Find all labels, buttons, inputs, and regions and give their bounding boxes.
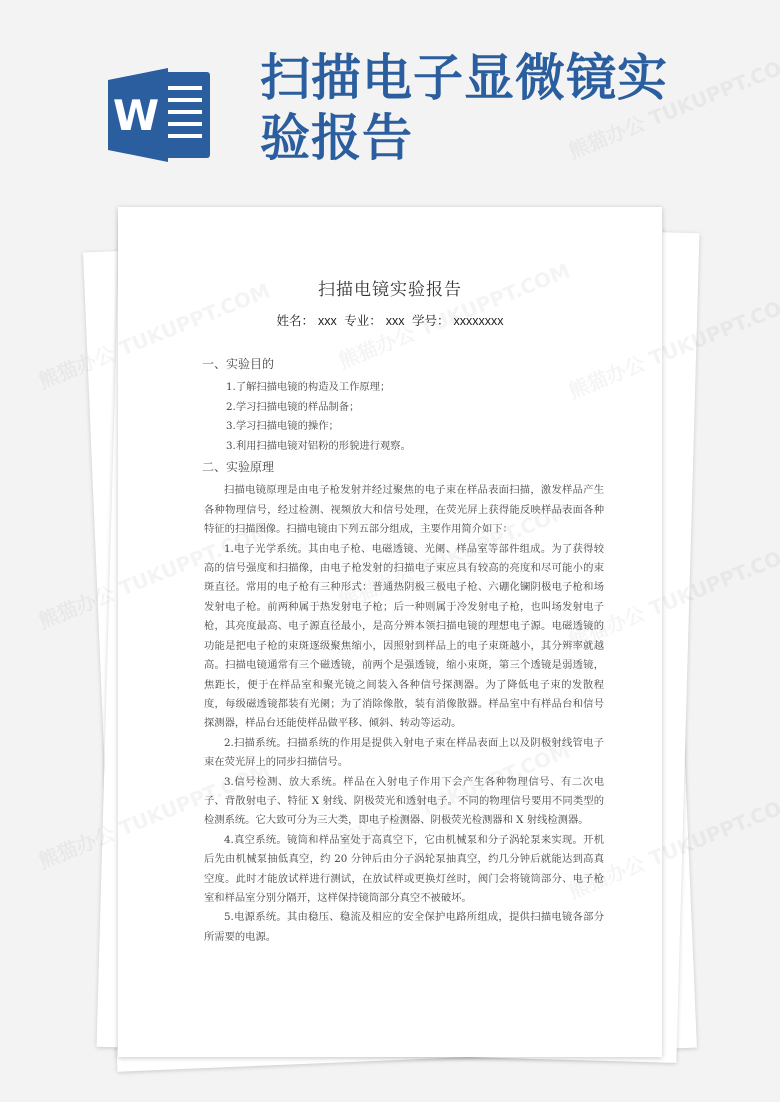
major-value: xxx bbox=[385, 314, 405, 328]
id-value: xxxxxxxx bbox=[453, 314, 504, 328]
document-body bbox=[204, 355, 604, 947]
svg-text:W: W bbox=[112, 91, 160, 140]
paragraph-electron-optics: 1.电子光学系统。其由电子枪、电磁透镜、光阑、样品室等部件组成。为了获得较高的信号强度和扫描像，由电子枪发射的扫描电子束应具有较高的亮度和尽可能小的束斑直径。常用的电子枪有三种形式：普通热阴极三极电子枪、六硼化镧阴极电子枪和场发射电子枪。前两种属于热发射电子枪；后一种则属于冷发射电子枪，也叫场发射电子枪，其亮度最高、电子源直径最小，是高分辨本领扫描电镜的理想电子源。电磁透镜的功能是把电子枪的束斑逐级聚焦缩小，因照射到样品上的电子束斑越小，其分辨率就越高。扫描电镜通常有三个磁透镜，前两个是强透镜，缩小束斑，第三个透镜是弱透镜，焦距长，便于在样品室和聚光镜之间装入各种信号探测器。为了降低电子束的发散程度，每级磁透镜都装有光阑；为了消除像散，装有消像散器。样品室中有样品台和信号探测器，样品台还能使样品做平移、倾斜、转动等运动。 bbox=[204, 542, 604, 730]
list-item: 2.学习扫描电镜的样品制备； bbox=[226, 400, 360, 413]
section-heading-purpose: 一、实验目的 bbox=[202, 357, 275, 371]
document-title: 扫描电镜实验报告 bbox=[318, 280, 462, 300]
paragraph-power-system: 5.电源系统。其由稳压、稳流及相应的安全保护电路所组成，提供扫描电镜各部分所需要的电源。 bbox=[204, 911, 604, 943]
paragraph-signal-detection: 3.信号检测、放大系统。样品在入射电子作用下会产生各种物理信号、有二次电子、背散射电子、特征 X 射线、阴极荧光和透射电子。不同的物理信号要用不同类型的检测系统。它大致可分为三大类，即电子检测器、阴极荧光检测器和 X 射线检测器。 bbox=[204, 775, 604, 827]
name-label: 姓名： bbox=[276, 314, 314, 328]
list-item: 1.了解扫描电镜的构造及工作原理； bbox=[226, 381, 391, 394]
id-label: 学号： bbox=[411, 314, 450, 328]
name-value: xxx bbox=[318, 314, 337, 328]
paragraph-scanning-system: 2.扫描系统。扫描系统的作用是提供入射电子束在样品表面上以及阴极射线管电子束在荧光屏上的同步扫描信号。 bbox=[204, 736, 604, 769]
list-item: 3.学习扫描电镜的操作； bbox=[226, 420, 339, 433]
banner-title: 扫描电子显微镜实验报告 bbox=[260, 48, 668, 167]
word-document-icon bbox=[108, 66, 214, 164]
section-heading-principle: 二、实验原理 bbox=[202, 460, 275, 475]
paragraph-vacuum-system: 4.真空系统。镜筒和样品室处于高真空下，它由机械泵和分子涡轮泵来实现。开机后先由机械泵抽低真空，约 20 分钟后由分子涡轮泵抽真空，约几分钟后就能达到高真空度。此时才能放试样进行测试，在放试样或更换灯丝时，阀门会将镜筒部分、电子枪室和样品室分别分隔开，这样保持镜筒部分真空不被破坏。 bbox=[204, 833, 604, 904]
paragraph-intro: 扫描电镜原理是由电子枪发射并经过聚焦的电子束在样品表面扫描，激发样品产生各种物理信号，经过检测、视频放大和信号处理，在荧光屏上获得能反映样品表面各种特征的扫描图像。扫描电镜由下列五部分组成，主要作用简介如下： bbox=[204, 484, 604, 536]
list-item: 3.利用扫描电镜对铝粉的形貌进行观察。 bbox=[226, 439, 411, 452]
major-label: 专业： bbox=[344, 314, 382, 328]
